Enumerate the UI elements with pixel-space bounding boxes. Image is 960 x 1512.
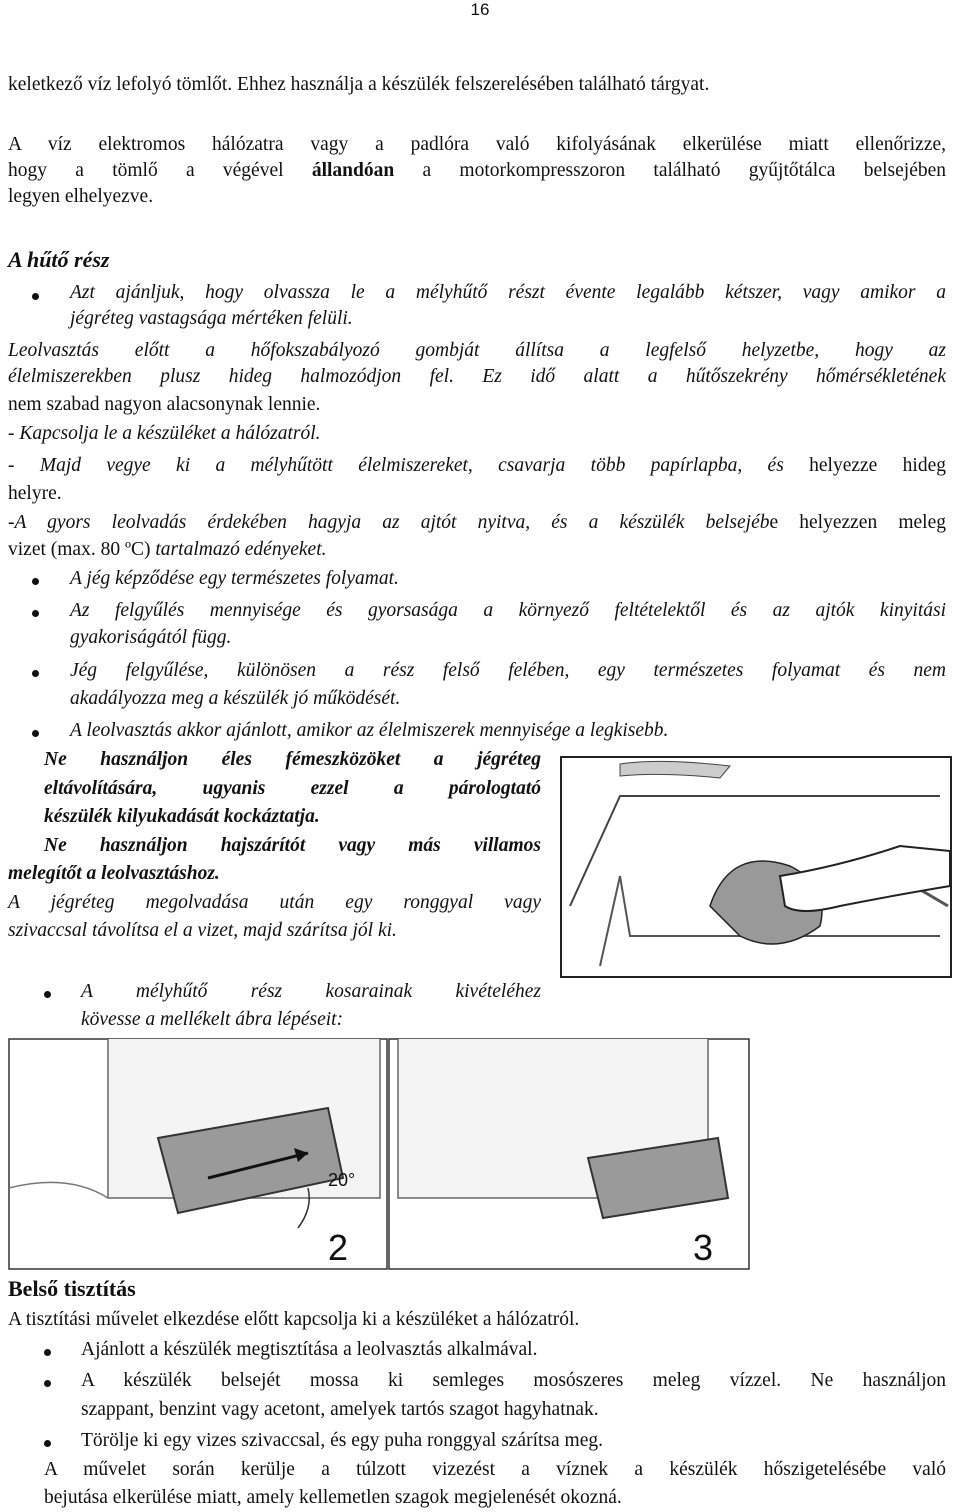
bullet-text: A mélyhűtő rész kosarainak kivételéhez	[81, 981, 541, 1002]
bullet-icon	[32, 670, 39, 677]
step-line: helyre.	[8, 483, 62, 504]
defrost-illustration	[560, 756, 952, 978]
step-number-label: 2	[328, 1227, 349, 1268]
step-line: -A gyors leolvadás érdekében hagyja az ajtót nyitva, és a készülék belsejébe helyezzen meleg	[8, 512, 946, 533]
section-heading-fridge: A hűtő rész	[8, 247, 110, 272]
angle-label: 20°	[328, 1170, 356, 1190]
bullet-text: szappant, benzint vagy acetont, amelyek tartós szagot hagyhatnak.	[81, 1399, 599, 1420]
basket-removal-step-2	[8, 1038, 388, 1270]
bullet-icon	[32, 293, 39, 300]
bullet-text: Jég felgyűlése, különösen a rész felső felében, egy természetes folyamat és nem	[70, 660, 946, 681]
bullet-text: jégréteg vastagsága mértéken felüli.	[70, 308, 353, 329]
bullet-text: Azt ajánljuk, hogy olvassza le a mélyhűtő részt évente legalább kétszer, vagy amikor a	[70, 282, 946, 303]
page-number: 16	[470, 0, 490, 19]
paragraph-line: Leolvasztás előtt a hőfokszabályozó gombját állítsa a legfelső helyzetbe, hogy az	[8, 340, 946, 361]
paragraph-line: A művelet során kerülje a túlzott vizezést a víznek a készülék hőszigetelésébe való	[44, 1459, 946, 1480]
basket-removal-step-3	[388, 1038, 750, 1270]
bullet-icon	[44, 1440, 51, 1447]
step-number-label: 3	[693, 1227, 714, 1268]
emphasis-word: állandóan	[311, 160, 395, 181]
paragraph-line: A jégréteg megolvadása után egy ronggyal vagy	[8, 892, 541, 913]
paragraph-line: szivaccsal távolítsa el a vizet, majd szárítsa jól ki.	[8, 920, 397, 941]
bullet-icon	[44, 1380, 51, 1387]
bullet-text: A készülék belsejét mossa ki semleges mosószeres meleg vízzel. Ne használjon	[81, 1370, 946, 1391]
bullet-text: A jég képződése egy természetes folyamat.	[70, 568, 399, 589]
warning-text: Ne használjon éles fémeszközöket a jégréteg	[44, 749, 541, 770]
bullet-text: kövesse a mellékelt ábra lépéseit:	[81, 1009, 344, 1030]
intro-line: keletkező víz lefolyó tömlőt. Ehhez használja a készülék felszerelésében található tárgyat.	[8, 74, 710, 95]
bullet-icon	[44, 991, 51, 998]
bullet-icon	[44, 1349, 51, 1356]
bullet-text: gyakoriságától függ.	[70, 627, 232, 648]
warning-text: eltávolítására, ugyanis ezzel a párologtató	[44, 778, 541, 799]
step-line: - Kapcsolja le a készüléket a hálózatról.	[8, 423, 321, 444]
warning-text: melegítőt a leolvasztáshoz.	[8, 863, 220, 884]
bullet-text: A leolvasztás akkor ajánlott, amikor az élelmiszerek mennyisége a legkisebb.	[70, 720, 669, 741]
bullet-icon	[32, 730, 39, 737]
bullet-text: Az felgyűlés mennyisége és gyorsasága a környező feltételektől és az ajtók kinyitási	[70, 600, 946, 621]
warning-text: Ne használjon hajszárítót vagy más villamos	[44, 835, 541, 856]
paragraph-line: A tisztítási művelet elkezdése előtt kapcsolja ki a készüléket a hálózatról.	[8, 1309, 580, 1330]
section-heading-cleaning: Belső tisztítás	[8, 1276, 136, 1301]
warning-text: készülék kilyukadását kockáztatja.	[44, 806, 320, 827]
bullet-text: akadályozza meg a készülék jó működését.	[70, 688, 401, 709]
paragraph-line: élelmiszerekben plusz hideg halmozódjon fel. Ez idő alatt a hűtőszekrény hőmérsékletének	[8, 366, 946, 387]
paragraph-line: bejutása elkerülése miatt, amely kellemetlen szagok megjelenését okozná.	[44, 1487, 622, 1508]
bullet-text: Ajánlott a készülék megtisztítása a leolvasztás alkalmával.	[81, 1339, 538, 1360]
step-line: vizet (max. 80 ºC) tartalmazó edényeket.	[8, 539, 327, 560]
paragraph-line: nem szabad nagyon alacsonynak lennie.	[8, 394, 321, 415]
bullet-icon	[32, 578, 39, 585]
bullet-icon	[32, 610, 39, 617]
bullet-text: Törölje ki egy vizes szivaccsal, és egy puha ronggyal szárítsa meg.	[81, 1430, 603, 1451]
intro-paragraph-line: A víz elektromos hálózatra vagy a padlóra való kifolyásának elkerülése miatt ellenőrizze,	[8, 134, 946, 155]
intro-paragraph-line: legyen elhelyezve.	[8, 186, 154, 207]
step-line: - Majd vegye ki a mélyhűtött élelmiszereket, csavarja több papírlapba, és helyezze hideg	[8, 455, 946, 476]
intro-paragraph-line: hogy a tömlő a végével állandóan a motorkompresszoron található gyűjtőtálca belsejében	[8, 160, 947, 181]
